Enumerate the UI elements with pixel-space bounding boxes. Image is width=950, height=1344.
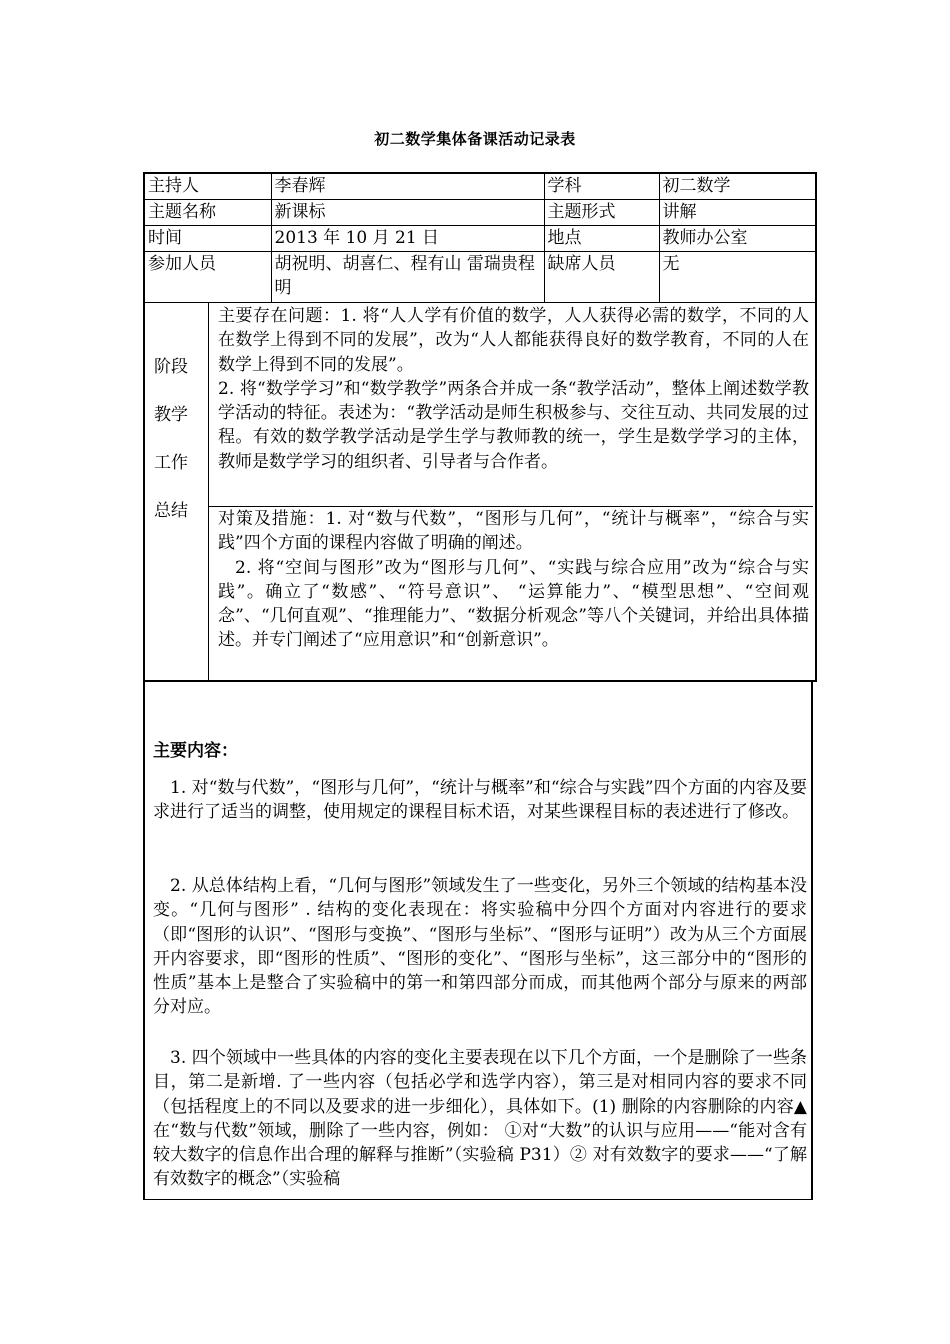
subject-value: 初二数学 xyxy=(659,173,816,200)
attendees-text: 胡祝明、胡喜仁、程有山 雷瑞贵程明 xyxy=(274,254,535,298)
stage-label-4: 总结 xyxy=(154,501,188,521)
host-value: 李春辉 xyxy=(271,173,544,200)
problems-block xyxy=(209,304,813,504)
place-label: 地点 xyxy=(544,226,659,252)
main-content-section xyxy=(143,680,813,1200)
stage-summary-section xyxy=(143,302,817,682)
info-row-topic xyxy=(144,200,816,226)
attendees-value xyxy=(271,252,544,303)
form-value: 讲解 xyxy=(659,200,816,226)
attendees-label: 参加人员 xyxy=(144,252,271,303)
stage-label-column xyxy=(145,302,209,680)
stage-label-1: 阶段 xyxy=(154,357,188,377)
host-label: 主持人 xyxy=(144,173,271,200)
subject-label: 学科 xyxy=(544,173,659,200)
time-value: 2013 年 10 月 21 日 xyxy=(271,226,544,252)
measures-paragraph-2: 2. 将“空间与图形”改为“图形与几何”、“实践与综合应用”改为“综合与实践”。确立了“数感”、“符号意识”、 “运算能力”、“模型思想”、“空间观念”、“几何直观”、“推理能力”、“数据分析观念”等八个关键词，并给出具体描述。并专门阐述了“应用意识”和“创新意识”。 xyxy=(218,557,809,651)
topic-value: 新课标 xyxy=(271,200,544,226)
stage-label-2: 教学 xyxy=(154,405,188,425)
main-paragraph-1: 1. 对“数与代数”，“图形与几何”，“统计与概率”和“综合与实践”四个方面的内容及要求进行了适当的调整，使用规定的课程目标术语，对某些课程目标的表述进行了修改。 xyxy=(153,778,807,823)
document-title: 初二数学集体备课活动记录表 xyxy=(374,130,576,148)
stage-content xyxy=(209,302,815,680)
info-row-attendees xyxy=(144,252,816,303)
measures-paragraph-1: 对策及措施：1. 对“数与代数”，“图形与几何”，“统计与概率”，“综合与实践”四个方面的课程内容做了明确的阐述。 xyxy=(218,509,809,554)
info-row-time xyxy=(144,226,816,252)
measures-block xyxy=(209,506,813,680)
main-heading: 主要内容： xyxy=(153,741,238,761)
stage-label-3: 工作 xyxy=(154,453,188,473)
absent-label: 缺席人员 xyxy=(544,252,659,303)
info-table xyxy=(143,172,817,303)
info-row-host xyxy=(144,173,816,200)
main-paragraph-2: 2. 从总体结构上看，“几何与图形”领域发生了一些变化，另外三个领域的结构基本没变。“几何与图形” . 结构的变化表现在：将实验稿中分四个方面对内容进行的要求（即“图形的认识”、“图形与变换”、“图形与坐标”、“图形与证明”）改为从三个方面展开内容要求，即“图形的性质”、“图形的变化”、“图形与坐标”，这三部分中的“图形的性质”基本上是整合了实验稿中的第一和第四部分而成，而其他两个部分与原来的两部分对应。 xyxy=(153,876,807,1018)
place-value: 教师办公室 xyxy=(659,226,816,252)
topic-label: 主题名称 xyxy=(144,200,271,226)
absent-value: 无 xyxy=(659,252,816,303)
main-paragraph-3: 3. 四个领域中一些具体的内容的变化主要表现在以下几个方面，一个是删除了一些条目，第二是新增. 了一些内容（包括必学和选学内容），第三是对相同内容的要求不同（包括程度上的不同以及要求的进一步细化），具体如下。(1) 删除的内容删除的内容▲在“数与代数”领域，删除了一些内容，例如： ①对“大数”的认识与应用——“能对含有较大数字的信息作出合理的解释与推断”（实验稿 P31）② 对有效数字的要求——“了解有效数字的概念”（实验稿 xyxy=(153,1048,807,1190)
problems-paragraph-2: 2. 将“数学学习”和“数学教学”两条合并成一条“教学活动”，整体上阐述数学教学活动的特征。表述为：“教学活动是师生积极参与、交往互动、共同发展的过程。有效的数学教学活动是学生学与教师教的统一，学生是数学学习的主体，教师是数学学习的组织者、引导者与合作者。 xyxy=(218,378,809,472)
form-label: 主题形式 xyxy=(544,200,659,226)
time-label: 时间 xyxy=(144,226,271,252)
problems-paragraph-1: 主要存在问题：1. 将“人人学有价值的数学，人人获得必需的数学，不同的人在数学上得到不同的发展”，改为“人人都能获得良好的数学教育，不同的人在数学上得到不同的发展”。 xyxy=(218,306,809,375)
